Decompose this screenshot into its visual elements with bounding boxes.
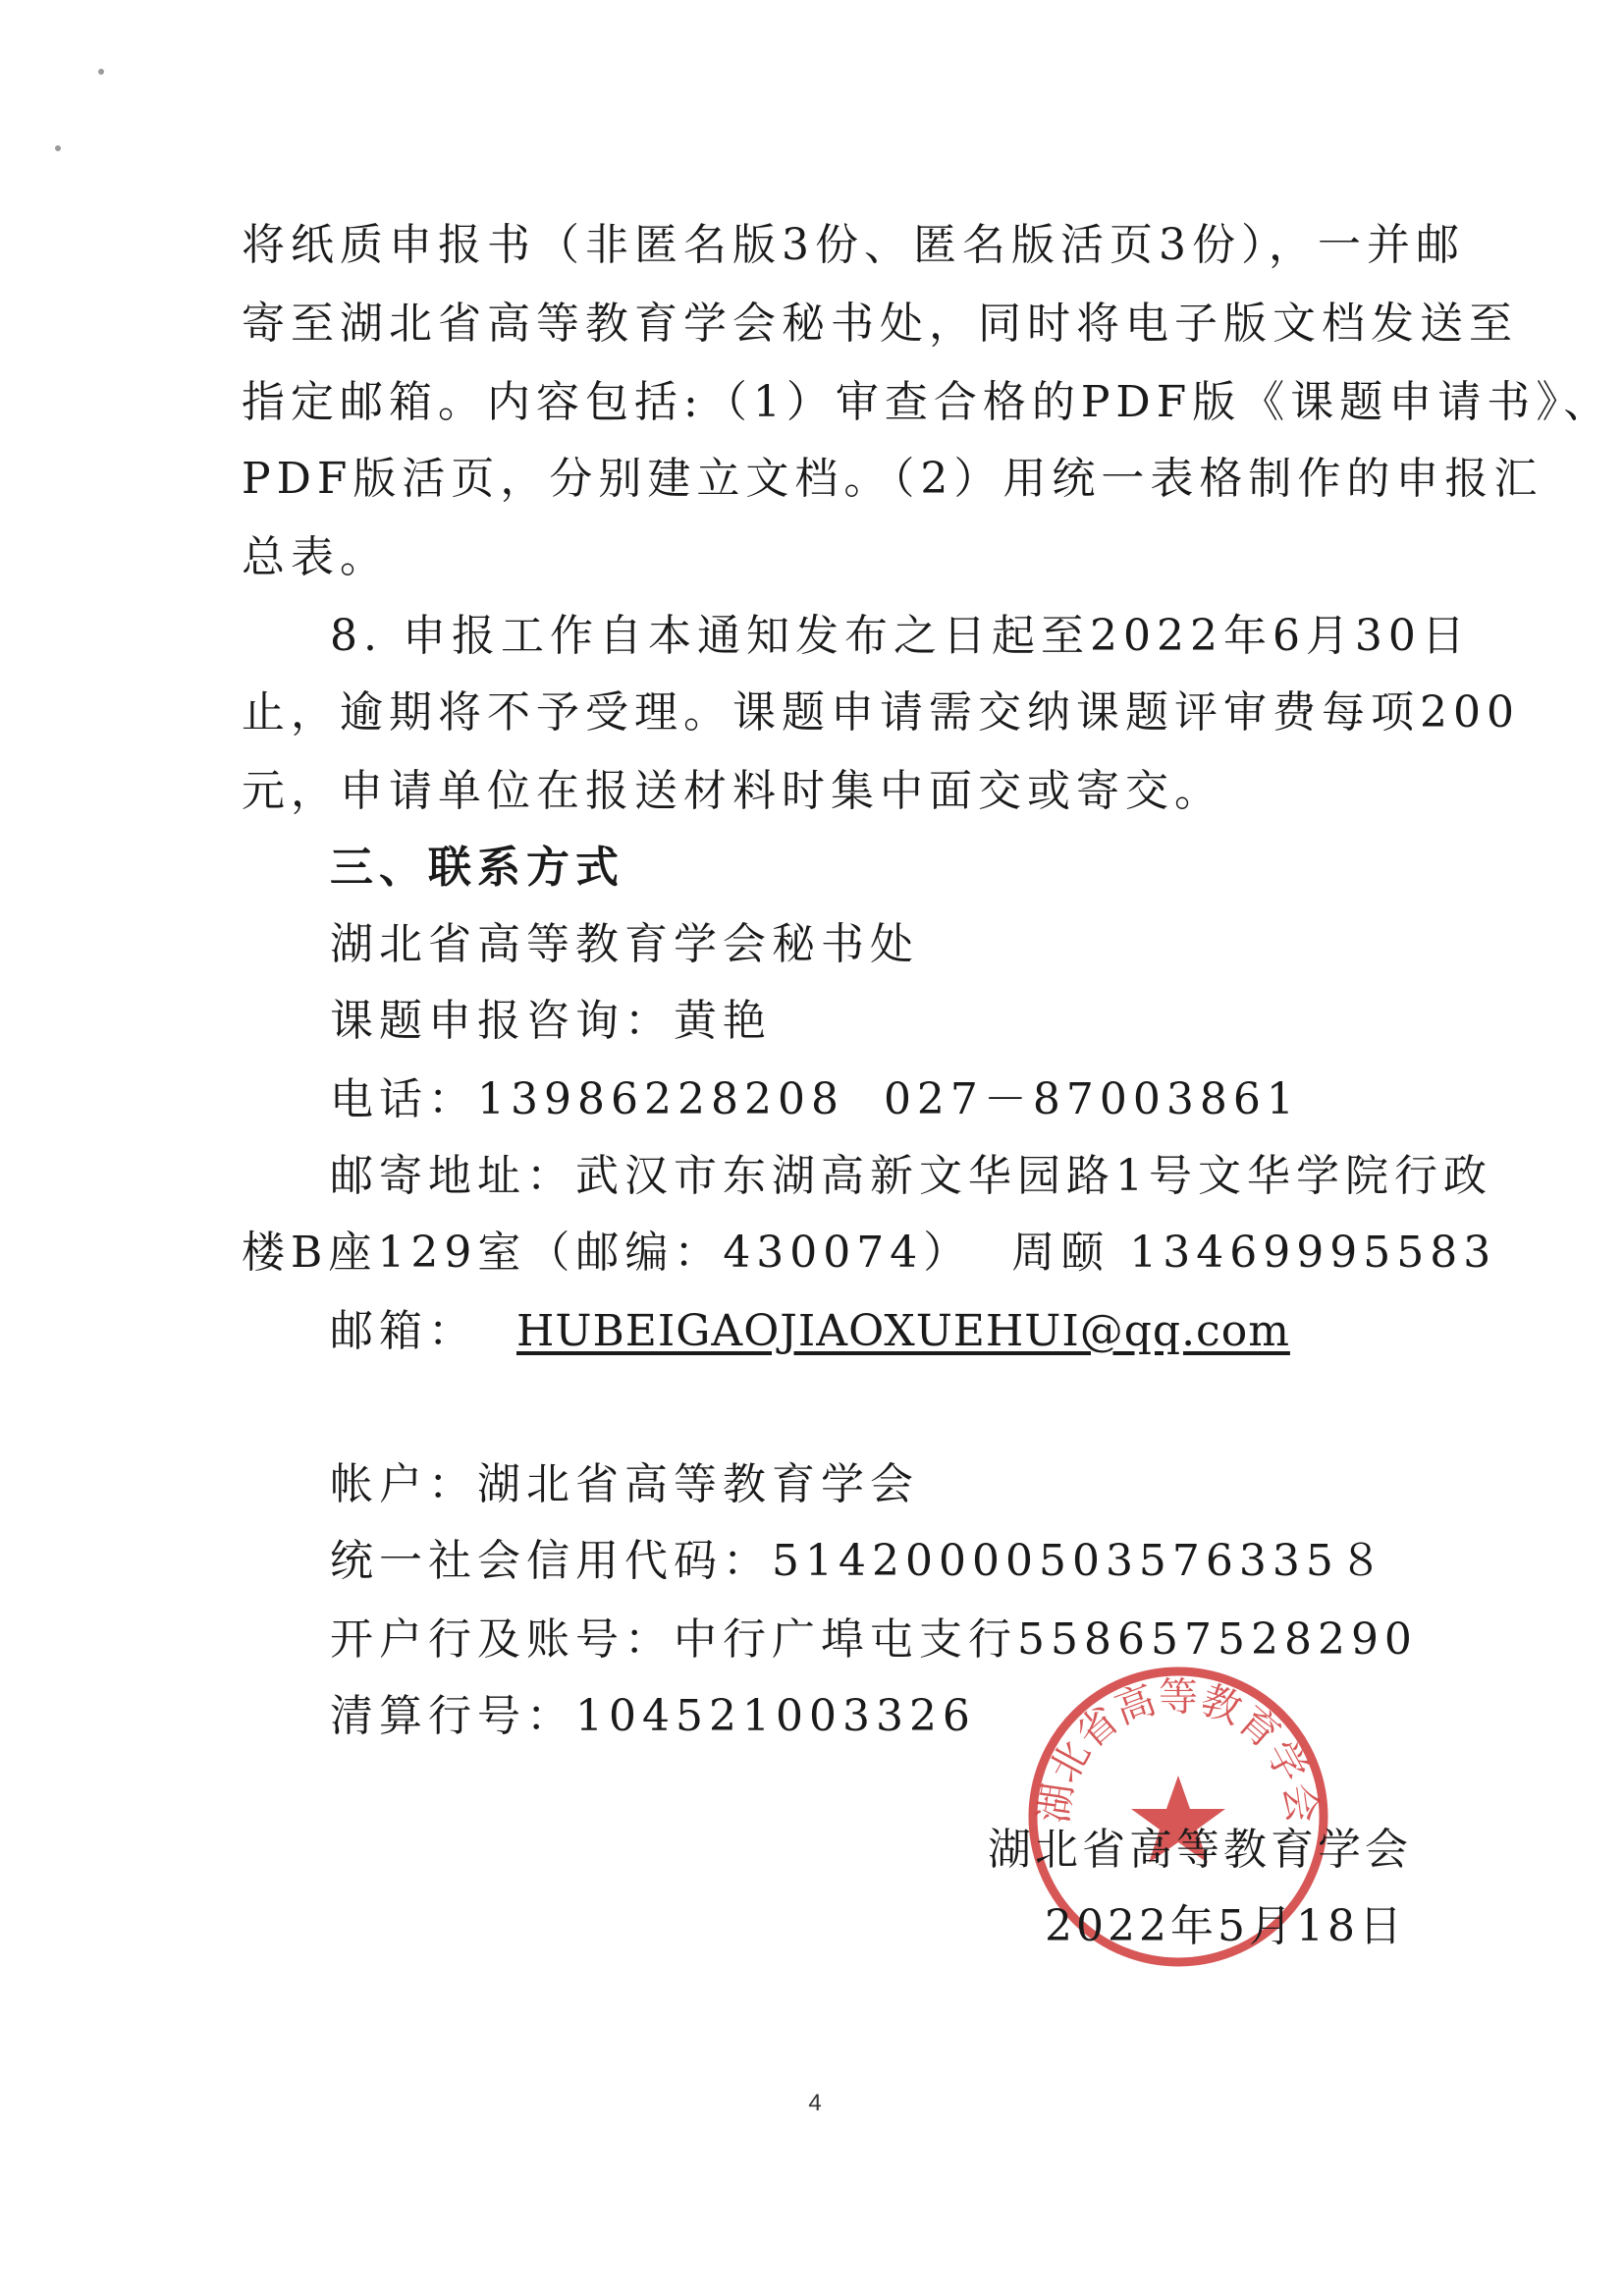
- email-link[interactable]: HUBEIGAOJIAOXUEHUI@qq.com: [516, 1306, 1290, 1356]
- contact-consult: 课题申报咨询：黄艳: [330, 996, 772, 1046]
- account-clearing: 清算行号：104521003326: [330, 1691, 976, 1741]
- body-line: 指定邮箱。内容包括:（1）审查合格的PDF版《课题申请书》、: [242, 377, 1613, 427]
- address-contact: 周颐 13469995583: [1011, 1228, 1497, 1278]
- contact-office: 湖北省高等教育学会秘书处: [330, 919, 919, 969]
- body-line: PDF版活页，分别建立文档。（2）用统一表格制作的申报汇: [242, 454, 1543, 504]
- body-line: 总表。: [242, 532, 389, 582]
- contact-address: [242, 1224, 1496, 1283]
- account-holder: 帐户：湖北省高等教育学会: [330, 1459, 919, 1509]
- section-heading: 三、联系方式: [330, 843, 624, 893]
- account-credit-code: 统一社会信用代码：51420000503576335８: [330, 1536, 1388, 1586]
- phone-number: 13986228208: [477, 1074, 844, 1124]
- email-label: 邮箱：: [330, 1306, 477, 1356]
- body-line: 寄至湖北省高等教育学会秘书处，同时将电子版文档发送至: [242, 299, 1518, 349]
- contact-phone: [330, 1070, 1300, 1129]
- scan-speck: [98, 69, 104, 75]
- body-line: 元，申请单位在报送材料时集中面交或寄交。: [242, 766, 1223, 816]
- account-bank: 开户行及账号：中行广埠屯支行558657528290: [330, 1614, 1418, 1665]
- contact-address: 邮寄地址：武汉市东湖高新文华园路1号文华学院行政: [330, 1151, 1492, 1201]
- body-line: 止，逾期将不予受理。课题申请需交纳课题评审费每项200: [242, 687, 1520, 738]
- scan-speck: [55, 145, 61, 151]
- address-line: 楼B座129室（邮编：430074）: [242, 1228, 973, 1278]
- phone-number: 027－87003861: [883, 1074, 1300, 1124]
- page-number: 4: [808, 2090, 822, 2116]
- body-line: 将纸质申报书（非匿名版3份、匿名版活页3份），一并邮: [242, 220, 1465, 270]
- contact-email: [330, 1302, 1290, 1361]
- seal-text: 湖北省高等教育学会: [1031, 1674, 1326, 1827]
- body-line: 8. 申报工作自本通知发布之日起至2022年6月30日: [330, 611, 1471, 661]
- signature-date: 2022年5月18日: [1045, 1901, 1406, 1951]
- phone-label: 电话：: [330, 1074, 477, 1124]
- signature-org: 湖北省高等教育学会: [988, 1825, 1412, 1875]
